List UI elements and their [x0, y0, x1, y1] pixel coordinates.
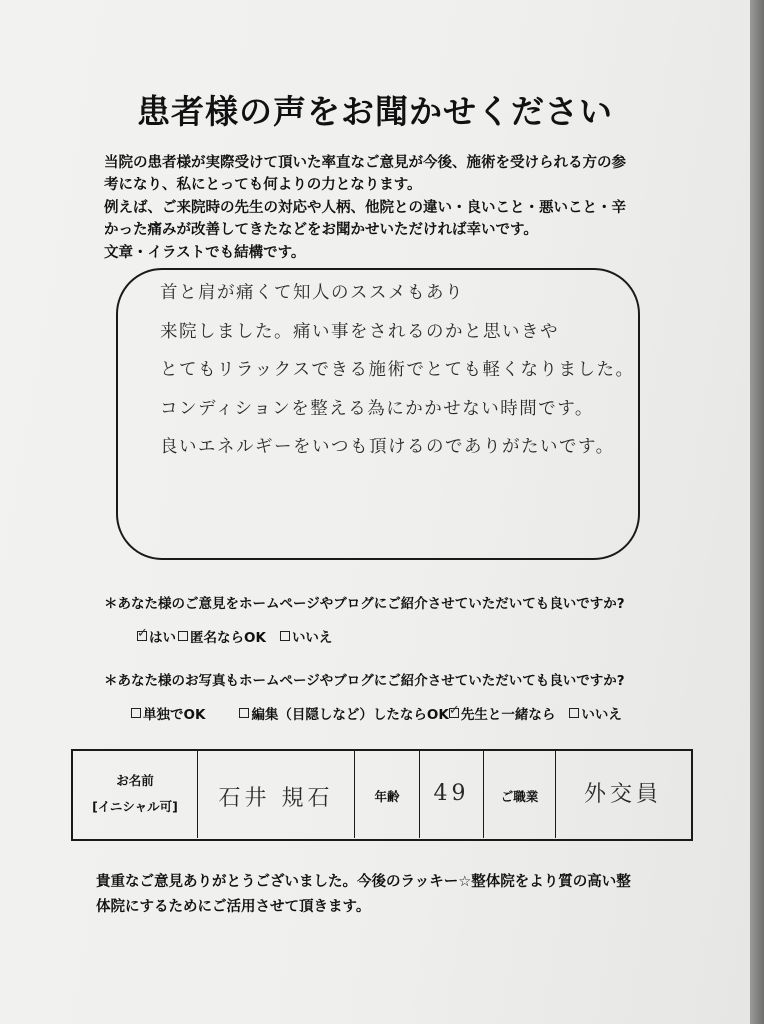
option-label: いいえ	[581, 707, 622, 723]
option-label: はい	[149, 630, 176, 646]
respondent-info-table	[71, 749, 693, 841]
option-label: 先生と一緒なら	[460, 707, 556, 723]
option-label: 匿名ならOK	[190, 630, 266, 646]
option-label: いいえ	[291, 630, 333, 646]
job-value: 外交員	[583, 782, 662, 807]
intro-line: 文章・イラストでも結構です。	[104, 244, 306, 261]
checkbox-icon[interactable]	[131, 708, 141, 718]
closing-line: 体院にするためにご活用させて頂きます。	[96, 899, 371, 915]
comment-line: コンディションを整える為にかかせない時間です。	[160, 398, 594, 419]
intro-line: 考になり、私にとっても何よりの力となります。	[104, 177, 422, 194]
option-label: 単独でOK	[143, 707, 206, 723]
q1-option-no[interactable]	[280, 626, 333, 646]
q2-options	[131, 703, 636, 723]
q2-option-no[interactable]	[569, 703, 622, 723]
background-edge	[750, 0, 764, 1024]
checkbox-icon[interactable]	[280, 631, 290, 641]
job-label-cell	[484, 751, 556, 838]
comment-line: 首と肩が痛くて知人のススメもあり	[160, 283, 464, 303]
intro-line: 当院の患者様が実際受けて頂いた率直なご意見が今後、施術を受けられる方の参	[104, 155, 626, 171]
job-value-cell[interactable]	[556, 751, 690, 838]
checkbox-icon[interactable]	[449, 708, 459, 718]
name-value-cell[interactable]	[198, 751, 355, 838]
checkbox-icon[interactable]	[569, 708, 579, 718]
age-label: 年齢	[374, 789, 400, 804]
age-value-cell[interactable]	[420, 751, 484, 838]
q1-option-anonymous[interactable]	[178, 626, 266, 646]
question-photo-permission: ＊あなた様のお写真もホームページやブログにご紹介させていただいても良いですか?	[104, 673, 625, 689]
age-value: 49	[433, 781, 470, 806]
checkbox-icon[interactable]	[137, 631, 147, 641]
intro-text	[104, 152, 704, 264]
closing-text	[96, 870, 716, 920]
question-comment-permission: ＊あなた様のご意見をホームページやブログにご紹介させていただいても良いですか?	[104, 596, 625, 612]
intro-line: 例えば、ご来院時の先生の対応や人柄、他院との違い・良いこと・悪いこと・辛	[104, 199, 626, 216]
page-title: 患者様の声をお聞かせください	[137, 92, 613, 131]
comment-line: とてもリラックスできる施術でとても軽くなりました。	[160, 360, 635, 380]
comment-line: 来院しました。痛い事をされるのかと思いきや	[160, 321, 559, 342]
q1-option-yes[interactable]	[137, 626, 176, 646]
handwritten-comment	[160, 274, 635, 467]
q2-option-alone[interactable]	[131, 703, 205, 723]
name-label-initials: [イニシャル可]	[92, 799, 178, 814]
q2-option-edited[interactable]	[239, 703, 448, 723]
q2-option-with-doctor[interactable]	[449, 703, 556, 723]
age-label-cell	[355, 751, 420, 838]
job-label: ご職業	[500, 789, 539, 804]
name-value: 石井 規石	[218, 786, 334, 811]
option-label: 編集（目隠しなど）したならOK	[251, 707, 449, 723]
q1-options	[137, 626, 346, 646]
name-label: お名前	[116, 773, 154, 788]
checkbox-icon[interactable]	[239, 708, 249, 718]
closing-line: 貴重なご意見ありがとうございました。今後のラッキー☆整体院をより質の高い整	[96, 874, 631, 890]
comment-line: 良いエネルギーをいつも頂けるのでありがたいです。	[160, 437, 615, 457]
checkbox-icon[interactable]	[178, 631, 188, 641]
intro-line: かった痛みが改善してきたなどをお聞かせいただければ幸いです。	[104, 222, 538, 239]
name-label-cell	[73, 751, 198, 838]
